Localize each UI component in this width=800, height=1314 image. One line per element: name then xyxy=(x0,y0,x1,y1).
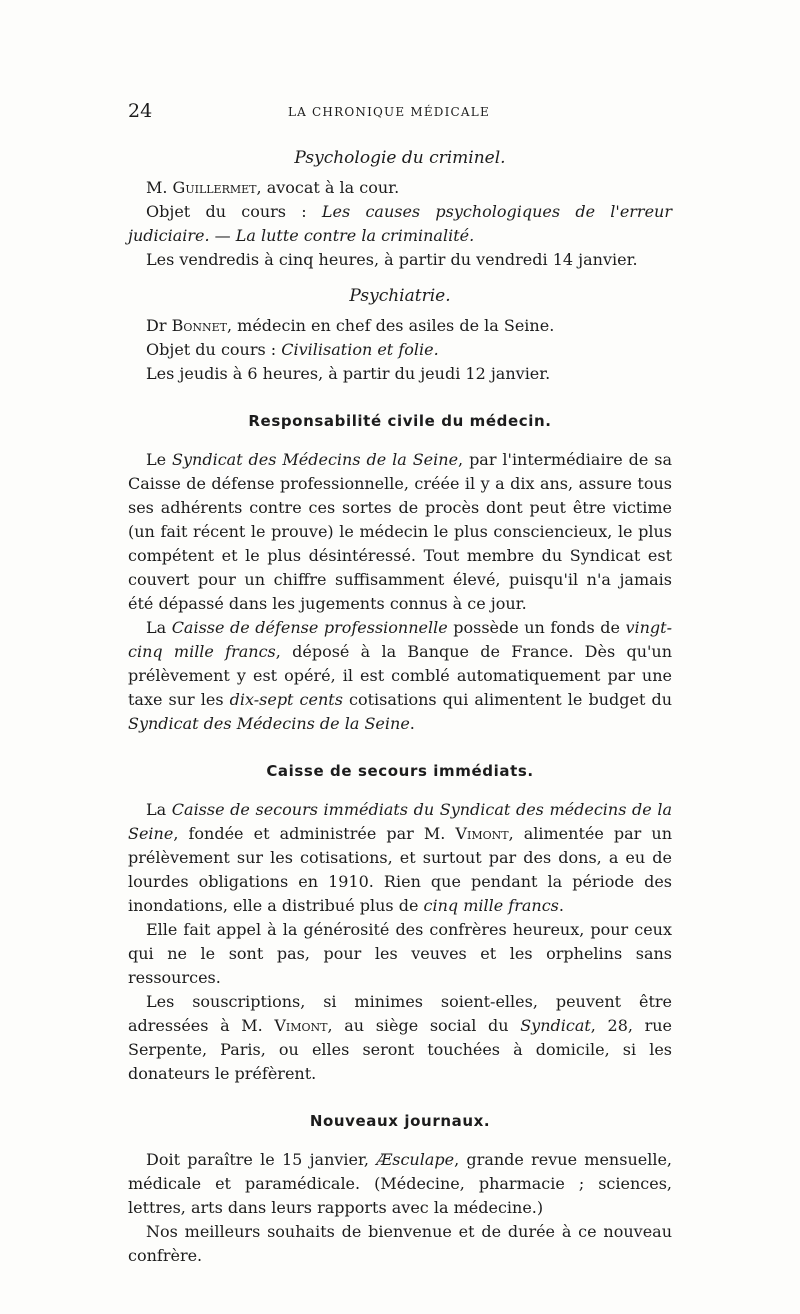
section-secours xyxy=(128,762,672,1086)
lecturer-line: M. Guillermet, avocat à la cour. xyxy=(146,178,400,197)
lecturer-name: M. Guillermet xyxy=(146,178,257,197)
section-psychologie-criminel xyxy=(128,148,672,272)
paragraph: La Caisse de secours immédiats du Syndicat des médecins de la Seine, fondée et administrée par M. Vimont, alimentée par un prélèvement sur les cotisations, et surtout par des dons, a eu de lourdes obligations en 1910. Rien que pendant la période des inondations, elle a distribué plus de cinq mille francs. xyxy=(128,800,673,915)
course-object: Objet du cours : Civilisation et folie. xyxy=(146,340,439,359)
section-heading: Caisse de secours immédiats. xyxy=(266,762,534,780)
course-schedule: Les jeudis à 6 heures, à partir du jeudi 12 janvier. xyxy=(146,364,551,383)
paragraph: Nos meilleurs souhaits de bienvenue et de durée à ce nouveau confrère. xyxy=(128,1222,672,1265)
section-psychiatrie xyxy=(128,286,672,386)
paragraph: Le Syndicat des Médecins de la Seine, par l'intermédiaire de sa Caisse de défense professionnelle, créée il y a dix ans, assure tous ses adhérents contre ces sortes de procès dont peut être victime (un fait récent le prouve) le médecin le plus consciencieux, le plus compétent et le plus désintéressé. Tout membre du Syndicat est couvert pour un chiffre suffisamment élevé, puisqu'il n'a jamais été dépassé dans les jugements connus à ce jour. xyxy=(128,450,672,613)
paragraph: Les souscriptions, si minimes soient-elles, peuvent être adressées à M. Vimont, au siège social du Syndicat, 28, rue Serpente, Paris, ou elles seront touchées à domicile, si les donateurs le préfèrent. xyxy=(128,992,672,1083)
course-object: Objet du cours : Les causes psychologiques de l'erreur judiciaire. — La lutte contre la criminalité. xyxy=(128,202,672,245)
page-number: 24 xyxy=(128,100,153,122)
section-heading: Nouveaux journaux. xyxy=(309,1112,491,1130)
page-header xyxy=(128,100,672,124)
paragraph: Elle fait appel à la générosité des confrères heureux, pour ceux qui ne le sont pas, pour les veuves et les orphelins sans ressources. xyxy=(128,920,672,987)
section-journaux xyxy=(128,1112,672,1268)
course-schedule: Les vendredis à cinq heures, à partir du vendredi 14 janvier. xyxy=(146,250,638,269)
section-responsabilite xyxy=(128,412,672,736)
paragraph: Doit paraître le 15 janvier, Æsculape, grande revue mensuelle, médicale et paramédicale. (Médecine, pharmacie ; sciences, lettres, arts dans leurs rapports avec la médecine.) xyxy=(128,1150,673,1217)
running-title: LA CHRONIQUE MÉDICALE xyxy=(288,105,490,119)
section-heading: Psychologie du criminel. xyxy=(294,148,506,168)
lecturer-name: Bonnet xyxy=(171,316,227,335)
paragraph: La Caisse de défense professionnelle possède un fonds de vingt-cinq mille francs, déposé à la Banque de France. Dès qu'un prélèvement y est opéré, il est comblé automatiquement par une taxe sur les dix-sept cents cotisations qui alimentent le budget du Syndicat des Médecins de la Seine. xyxy=(128,618,673,733)
page xyxy=(128,100,672,1268)
section-heading: Responsabilité civile du médecin. xyxy=(248,412,552,430)
lecturer-line: Dr Bonnet, médecin en chef des asiles de la Seine. xyxy=(146,316,555,335)
section-heading: Psychiatrie. xyxy=(349,286,451,306)
